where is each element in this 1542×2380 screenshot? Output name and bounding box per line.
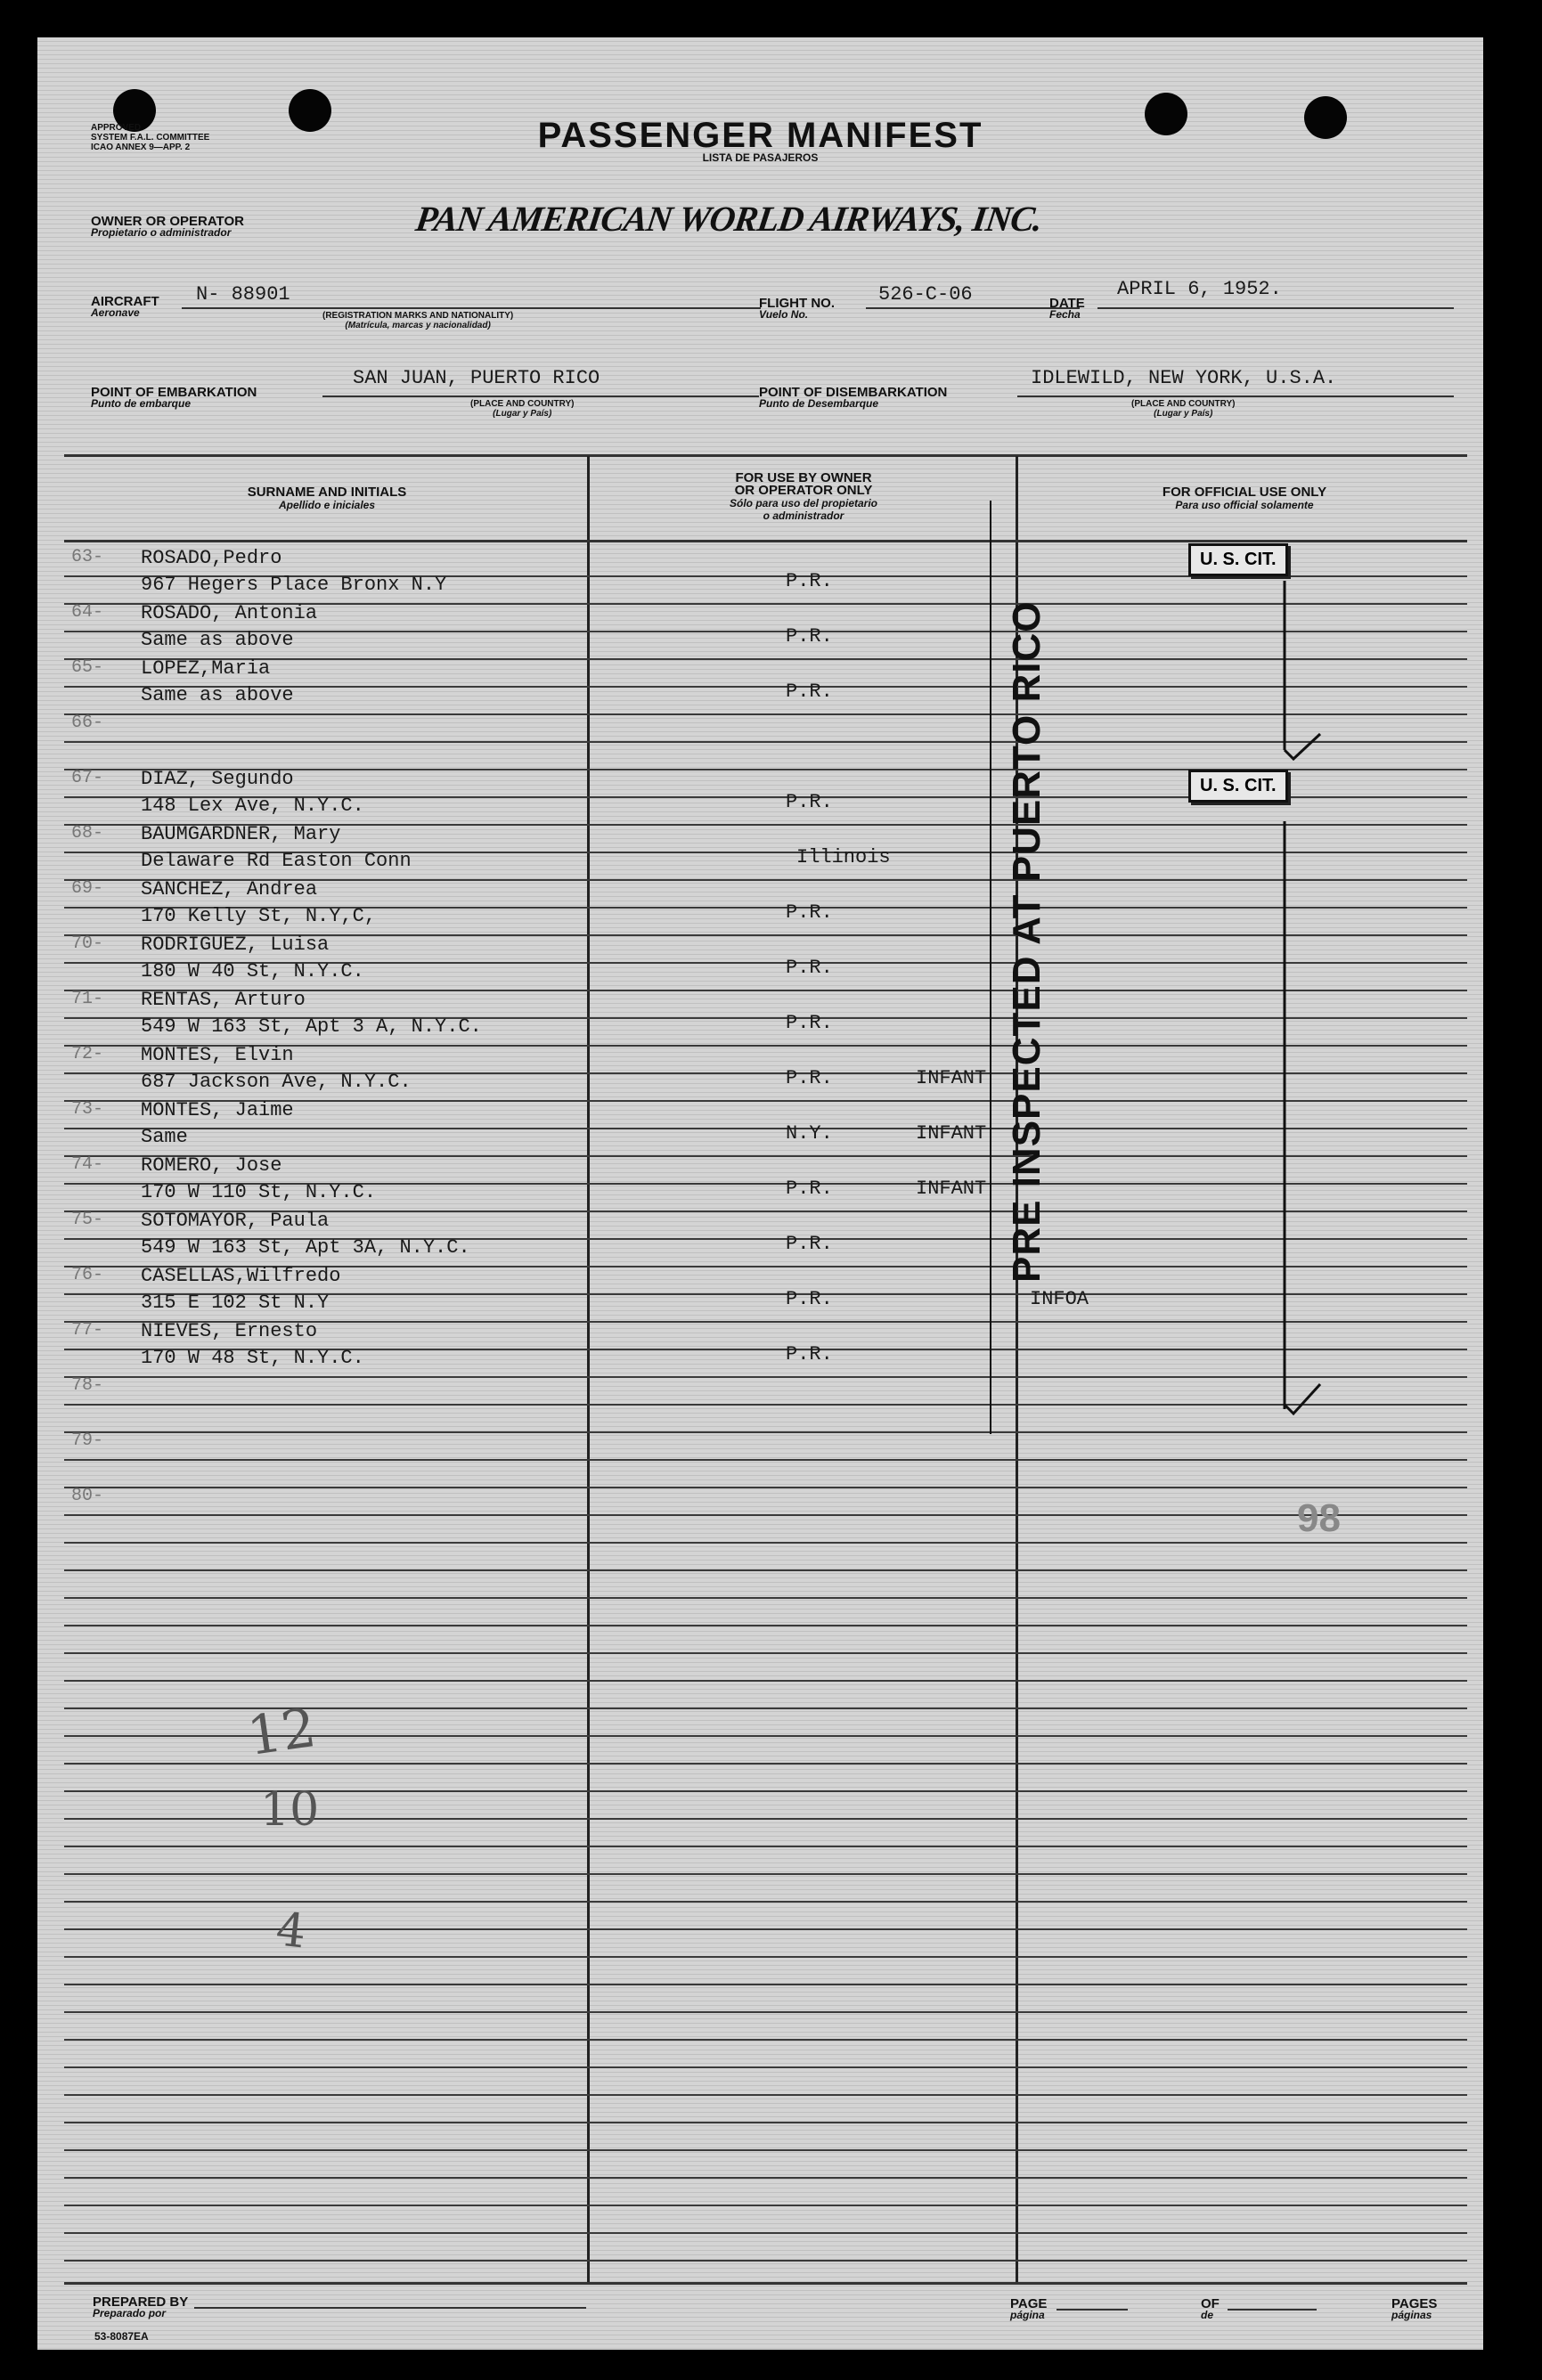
ruled-line: [64, 2039, 1467, 2041]
us-citizen-stamp: U. S. CIT.: [1188, 543, 1288, 576]
date-label-es: Fecha: [1049, 308, 1081, 321]
row-number: 63-: [71, 547, 104, 567]
prepared-by-label: [93, 2296, 188, 2319]
of-label-es: de: [1201, 2309, 1214, 2321]
row-number: 74-: [71, 1154, 104, 1175]
ruled-line: [64, 1846, 1467, 1847]
passenger-address: 549 W 163 St, Apt 3 A, N.Y.C.: [141, 1015, 482, 1038]
passenger-origin: P.R.: [786, 791, 833, 813]
page-title: PASSENGER MANIFEST: [537, 116, 983, 155]
row-number: 64-: [71, 602, 104, 623]
page-label-text: PAGE: [1010, 2296, 1048, 2311]
passenger-origin: P.R.: [786, 1178, 833, 1200]
ruled-line: [64, 1984, 1467, 1985]
date-label-text: DATE: [1049, 296, 1085, 311]
ruled-line: [64, 2149, 1467, 2151]
column-header-owner-es: o administrador: [763, 509, 844, 522]
flight-value: 526-C-06: [878, 283, 973, 306]
page-label: [1010, 2298, 1047, 2321]
of-line: [1228, 2309, 1317, 2311]
passenger-name: NIEVES, Ernesto: [141, 1320, 318, 1342]
registration-caption: [322, 311, 513, 330]
place-caption-text: (PLACE AND COUNTRY): [1131, 399, 1236, 409]
embark-label-text: POINT OF EMBARKATION: [91, 385, 257, 400]
ruled-line: [64, 1625, 1467, 1626]
ruled-line: [64, 2122, 1467, 2123]
page-subtitle: LISTA DE PASAJEROS: [702, 151, 819, 164]
ruled-line: [64, 1431, 1467, 1433]
pages-label-es: páginas: [1391, 2309, 1432, 2321]
column-header-official-es: Para uso official solamente: [1175, 499, 1314, 511]
passenger-name: CASELLAS,Wilfredo: [141, 1265, 341, 1287]
registration-caption-es: (Matrícula, marcas y nacionalidad): [345, 321, 491, 330]
passenger-note: INFANT: [916, 1122, 987, 1145]
place-caption-es: (Lugar y País): [1154, 409, 1213, 419]
disembark-value: IDLEWILD, NEW YORK, U.S.A.: [1031, 367, 1337, 389]
row-number: 66-: [71, 713, 104, 733]
handwritten-note: 4: [273, 1903, 309, 1960]
airline-name: PAN AMERICAN WORLD AIRWAYS, INC.: [412, 199, 1045, 239]
owner-label: [91, 216, 244, 239]
disembark-label-text: POINT OF DISEMBARKATION: [759, 385, 948, 400]
aircraft-line: [182, 307, 761, 309]
aircraft-label-text: AIRCRAFT: [91, 294, 159, 309]
row-number: 80-: [71, 1486, 104, 1506]
passenger-origin: P.R.: [786, 1288, 833, 1310]
passenger-name: RODRIGUEZ, Luisa: [141, 933, 330, 956]
passenger-address: Same as above: [141, 684, 294, 706]
passenger-origin: P.R.: [786, 570, 833, 592]
passenger-address: Delaware Rd Easton Conn: [141, 850, 412, 872]
passenger-name: ROMERO, Jose: [141, 1154, 282, 1177]
passenger-name: LOPEZ,Maria: [141, 657, 271, 680]
pages-label-text: PAGES: [1391, 2296, 1438, 2311]
passenger-name: SANCHEZ, Andrea: [141, 878, 318, 901]
approval-line: SYSTEM F.A.L. COMMITTEE: [91, 133, 210, 143]
row-number: 76-: [71, 1265, 104, 1285]
column-header-surname-es: Apellido e iniciales: [278, 499, 376, 511]
of-label-text: OF: [1201, 2296, 1220, 2311]
passenger-origin: N.Y.: [786, 1122, 833, 1145]
ruled-line: [64, 1487, 1467, 1488]
row-number: 75-: [71, 1210, 104, 1230]
column-header-official-text: FOR OFFICIAL USE ONLY: [1162, 485, 1327, 500]
ruled-line: [64, 1569, 1467, 1571]
column-header-owner-text: OR OPERATOR ONLY: [734, 483, 873, 498]
row-number: 68-: [71, 823, 104, 844]
row-number: 69-: [71, 878, 104, 899]
place-caption-text: (PLACE AND COUNTRY): [470, 399, 575, 409]
passenger-address: 687 Jackson Ave, N.Y.C.: [141, 1071, 412, 1093]
header-bottom-line: [64, 540, 1467, 542]
passenger-note: INFOA: [1030, 1288, 1089, 1310]
page-label-es: página: [1010, 2309, 1045, 2321]
flight-label-es: Vuelo No.: [759, 308, 809, 321]
disembark-label-es: Punto de Desembarque: [759, 397, 879, 410]
ruled-line: [64, 1597, 1467, 1599]
embark-place-caption: [470, 399, 574, 419]
ruled-line: [64, 2066, 1467, 2068]
passenger-origin: P.R.: [786, 1012, 833, 1034]
place-caption-es: (Lugar y País): [493, 409, 552, 419]
date-line: [1097, 307, 1454, 309]
prepared-by-es: Preparado por: [93, 2307, 167, 2319]
passenger-name: MONTES, Jaime: [141, 1099, 294, 1121]
form-number: 53-8087EA: [94, 2330, 149, 2343]
passenger-origin: P.R.: [786, 1233, 833, 1255]
row-number: 77-: [71, 1320, 104, 1341]
row-number: 70-: [71, 933, 104, 954]
passenger-name: RENTAS, Arturo: [141, 989, 306, 1011]
passenger-name: DIAZ, Segundo: [141, 768, 294, 790]
page-line: [1057, 2309, 1128, 2311]
ruled-line: [64, 2177, 1467, 2179]
passenger-name: MONTES, Elvin: [141, 1044, 294, 1066]
preinspected-stamp: PRE INSPECTED AT PUERTO RICO: [1005, 600, 1048, 1283]
ruled-line: [64, 2094, 1467, 2096]
passenger-origin: P.R.: [786, 1067, 833, 1089]
footer-line: [64, 2282, 1467, 2285]
passenger-origin: P.R.: [786, 1343, 833, 1365]
passenger-address: 148 Lex Ave, N.Y.C.: [141, 795, 364, 817]
ruled-line: [64, 1901, 1467, 1903]
prepared-by-line: [194, 2307, 586, 2309]
passenger-address: Same: [141, 1126, 188, 1148]
embark-value: SAN JUAN, PUERTO RICO: [353, 367, 600, 389]
approval-line: ICAO ANNEX 9—APP. 2: [91, 143, 191, 152]
approval-line: APPROVED: [91, 123, 142, 133]
passenger-name: SOTOMAYOR, Paula: [141, 1210, 330, 1232]
table-top-line: [64, 454, 1467, 457]
embark-line: [322, 395, 759, 397]
column-header-owner-text: FOR USE BY OWNER: [735, 470, 872, 485]
column-header-surname: [73, 486, 581, 511]
official-bracket-marks: [1231, 581, 1338, 1418]
passenger-note: INFANT: [916, 1178, 987, 1200]
passenger-origin: Illinois: [796, 846, 891, 868]
embark-label-es: Punto de embarque: [91, 397, 192, 410]
passenger-address: 967 Hegers Place Bronx N.Y: [141, 574, 447, 596]
passenger-note: INFANT: [916, 1067, 987, 1089]
column-header-official: [1022, 486, 1467, 511]
disembark-place-caption: [1131, 399, 1235, 419]
disembark-label: [759, 387, 947, 410]
passenger-name: ROSADO,Pedro: [141, 547, 282, 569]
of-label: [1201, 2298, 1220, 2321]
ruled-line: [64, 1542, 1467, 1544]
handwritten-note: 12: [243, 1697, 320, 1768]
flight-label: [759, 298, 835, 321]
ruled-line: [64, 1928, 1467, 1930]
row-number: 79-: [71, 1430, 104, 1451]
manifest-sheet: [37, 37, 1483, 2350]
passenger-origin: P.R.: [786, 957, 833, 979]
pages-label: [1391, 2298, 1437, 2321]
passenger-origin: P.R.: [786, 681, 833, 703]
ruled-line: [64, 2011, 1467, 2013]
passenger-name: BAUMGARDNER, Mary: [141, 823, 341, 845]
ruled-line: [64, 2232, 1467, 2234]
disembark-line: [1017, 395, 1454, 397]
column-header-surname-text: SURNAME AND INITIALS: [247, 485, 407, 500]
ruled-line: [64, 1652, 1467, 1654]
date-label: [1049, 298, 1085, 321]
column-divider-1: [587, 456, 590, 2282]
preinspected-stamp-border: [985, 501, 1012, 1436]
aircraft-value: N- 88901: [196, 283, 290, 306]
date-value: APRIL 6, 1952.: [1117, 278, 1282, 300]
passenger-address: Same as above: [141, 629, 294, 651]
column-header-owner: [594, 472, 1013, 522]
ruled-line: [64, 2260, 1467, 2262]
ruled-line: [64, 1680, 1467, 1682]
passenger-origin: P.R.: [786, 625, 833, 648]
passenger-address: 180 W 40 St, N.Y.C.: [141, 960, 364, 982]
ruled-line: [64, 1873, 1467, 1875]
passenger-address: 170 W 110 St, N.Y.C.: [141, 1181, 377, 1203]
ruled-line: [64, 1514, 1467, 1516]
embark-label: [91, 387, 257, 410]
page-number-stamp: 98: [1297, 1496, 1341, 1540]
passenger-name: ROSADO, Antonia: [141, 602, 318, 624]
ruled-line: [64, 1459, 1467, 1461]
us-citizen-stamp: U. S. CIT.: [1188, 770, 1288, 803]
row-number: 78-: [71, 1375, 104, 1396]
flight-line: [866, 307, 1080, 309]
prepared-by-text: PREPARED BY: [93, 2294, 189, 2310]
row-number: 73-: [71, 1099, 104, 1120]
passenger-address: 315 E 102 St N.Y: [141, 1292, 330, 1314]
row-number: 65-: [71, 657, 104, 678]
row-number: 72-: [71, 1044, 104, 1064]
row-number: 71-: [71, 989, 104, 1009]
passenger-origin: P.R.: [786, 901, 833, 924]
passenger-address: 170 W 48 St, N.Y.C.: [141, 1347, 364, 1369]
passenger-address: 549 W 163 St, Apt 3A, N.Y.C.: [141, 1236, 470, 1259]
owner-label-es: Propietario o administrador: [91, 226, 232, 239]
column-header-owner-es: Sólo para uso del propietario: [729, 497, 878, 509]
ruled-line: [64, 2205, 1467, 2206]
row-number: 67-: [71, 768, 104, 788]
flight-label-text: FLIGHT NO.: [759, 296, 835, 311]
passenger-address: 170 Kelly St, N.Y,C,: [141, 905, 377, 927]
handwritten-note: 10: [260, 1783, 320, 1837]
aircraft-label: [91, 296, 159, 319]
registration-caption-text: (REGISTRATION MARKS AND NATIONALITY): [322, 311, 514, 321]
owner-label-text: OWNER OR OPERATOR: [91, 214, 244, 229]
aircraft-label-es: Aeronave: [91, 306, 140, 319]
